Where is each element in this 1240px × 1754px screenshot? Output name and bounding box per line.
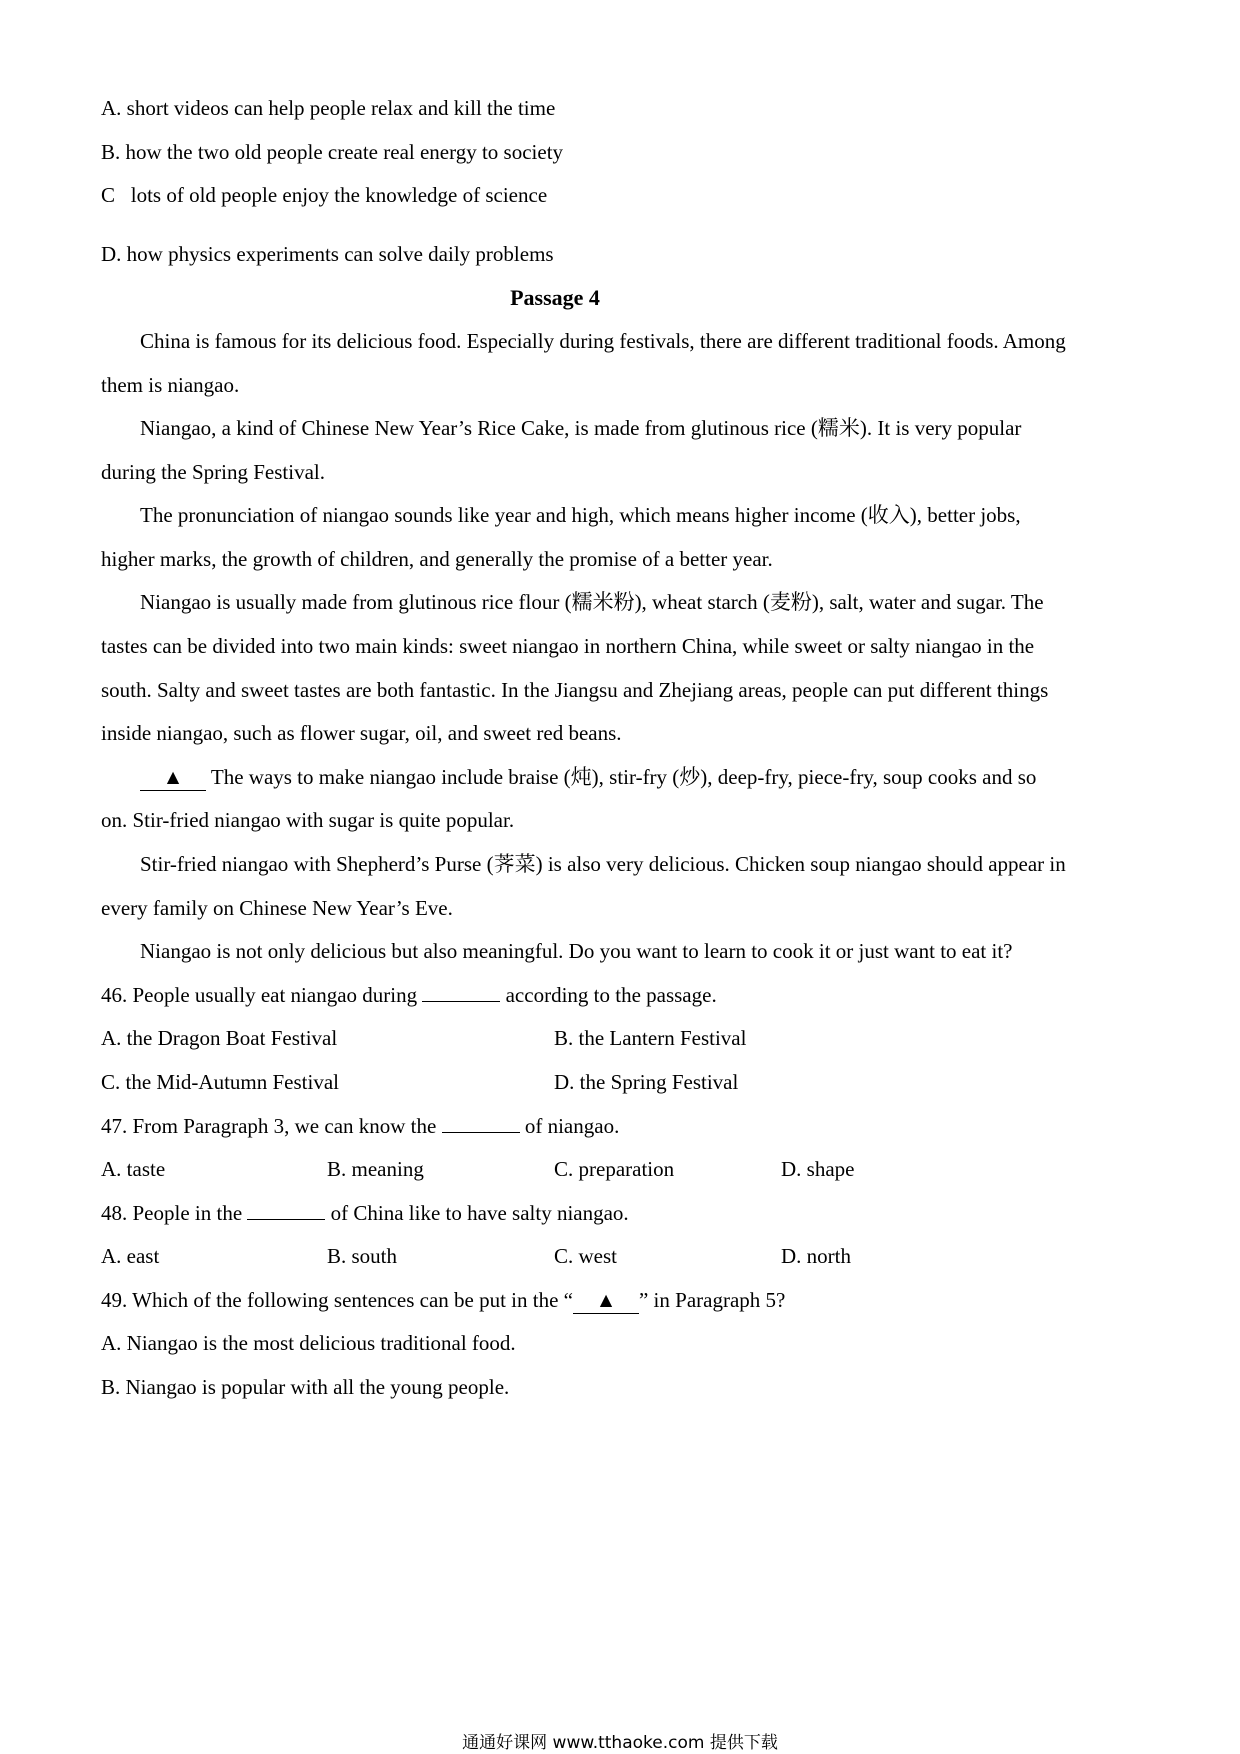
q48-option-c: C. west bbox=[554, 1244, 617, 1268]
question-49 bbox=[101, 1287, 785, 1314]
question-stem: 47. From Paragraph 3, we can know the bbox=[101, 1114, 437, 1138]
q46-option-b: B. the Lantern Festival bbox=[554, 1026, 747, 1050]
question-48 bbox=[101, 1200, 629, 1226]
q46-option-a: A. the Dragon Boat Festival bbox=[101, 1026, 338, 1050]
passage-line: Niangao is usually made from glutinous rice flour (糯米粉), wheat starch (麦粉), salt, water and sugar. The bbox=[140, 590, 1044, 614]
question-stem: of niangao. bbox=[524, 1114, 620, 1138]
passage-line: every family on Chinese New Year’s Eve. bbox=[101, 896, 453, 920]
q48-option-a: A. east bbox=[101, 1244, 160, 1268]
question-stem: 49. Which of the following sentences can be put in the “ bbox=[101, 1288, 573, 1312]
passage-line: on. Stir-fried niangao with sugar is quite popular. bbox=[101, 808, 515, 832]
question-stem: ” in Paragraph 5? bbox=[638, 1288, 786, 1312]
q46-option-c: C. the Mid-Autumn Festival bbox=[101, 1070, 339, 1094]
paragraph-5-text: The ways to make niangao include braise (炖), stir-fry (炒), deep-fry, piece-fry, soup cooks and so bbox=[210, 765, 1037, 789]
passage-line: The pronunciation of niangao sounds like year and high, which means higher income (收入), better jobs, bbox=[140, 503, 1021, 527]
q47-option-b: B. meaning bbox=[327, 1157, 424, 1181]
passage-line: inside niangao, such as flower sugar, oil, and sweet red beans. bbox=[101, 721, 622, 745]
q47-option-c: C. preparation bbox=[554, 1157, 675, 1181]
answer-blank: ▲ bbox=[140, 764, 206, 791]
answer-blank: ▲ bbox=[573, 1287, 639, 1314]
q46-option-d: D. the Spring Festival bbox=[554, 1070, 739, 1094]
q49-option-b: B. Niangao is popular with all the young people. bbox=[101, 1375, 510, 1399]
answer-blank bbox=[247, 1219, 325, 1220]
question-stem: of China like to have salty niangao. bbox=[330, 1201, 629, 1225]
option-d: D. how physics experiments can solve daily problems bbox=[101, 242, 554, 266]
q49-option-a: A. Niangao is the most delicious traditional food. bbox=[101, 1331, 516, 1355]
passage-title: Passage 4 bbox=[510, 285, 600, 310]
passage-line: them is niangao. bbox=[101, 373, 240, 397]
answer-blank bbox=[442, 1132, 520, 1133]
option-a: A. short videos can help people relax and kill the time bbox=[101, 96, 556, 120]
question-stem: 48. People in the bbox=[101, 1201, 243, 1225]
answer-blank bbox=[422, 1001, 500, 1002]
option-b: B. how the two old people create real energy to society bbox=[101, 140, 564, 164]
question-stem: according to the passage. bbox=[505, 983, 717, 1007]
passage-line: China is famous for its delicious food. Especially during festivals, there are different traditional foods. Among bbox=[140, 329, 1066, 353]
passage-line: Niangao, a kind of Chinese New Year’s Rice Cake, is made from glutinous rice (糯米). It is very popular bbox=[140, 416, 1022, 440]
q47-option-d: D. shape bbox=[781, 1157, 855, 1181]
q47-option-a: A. taste bbox=[101, 1157, 166, 1181]
question-stem: 46. People usually eat niangao during bbox=[101, 983, 418, 1007]
passage-line: higher marks, the growth of children, and generally the promise of a better year. bbox=[101, 547, 773, 571]
passage-line: during the Spring Festival. bbox=[101, 460, 325, 484]
paragraph-5-line bbox=[140, 764, 1036, 791]
passage-line: Niangao is not only delicious but also meaningful. Do you want to learn to cook it or just want to eat it? bbox=[140, 939, 1013, 963]
passage-line: tastes can be divided into two main kinds: sweet niangao in northern China, while sweet or salty niangao in the bbox=[101, 634, 1035, 658]
question-47 bbox=[101, 1113, 619, 1139]
passage-line: Stir-fried niangao with Shepherd’s Purse (荠菜) is also very delicious. Chicken soup niangao should appear in bbox=[140, 852, 1066, 876]
passage-line: south. Salty and sweet tastes are both fantastic. In the Jiangsu and Zhejiang areas, people can put different things bbox=[101, 678, 1049, 702]
option-c: C lots of old people enjoy the knowledge of science bbox=[101, 183, 548, 207]
q48-option-d: D. north bbox=[781, 1244, 851, 1268]
question-46 bbox=[101, 982, 717, 1008]
page-footer: 通通好课网 www.tthaoke.com 提供下载 bbox=[462, 1733, 778, 1753]
q48-option-b: B. south bbox=[327, 1244, 398, 1268]
